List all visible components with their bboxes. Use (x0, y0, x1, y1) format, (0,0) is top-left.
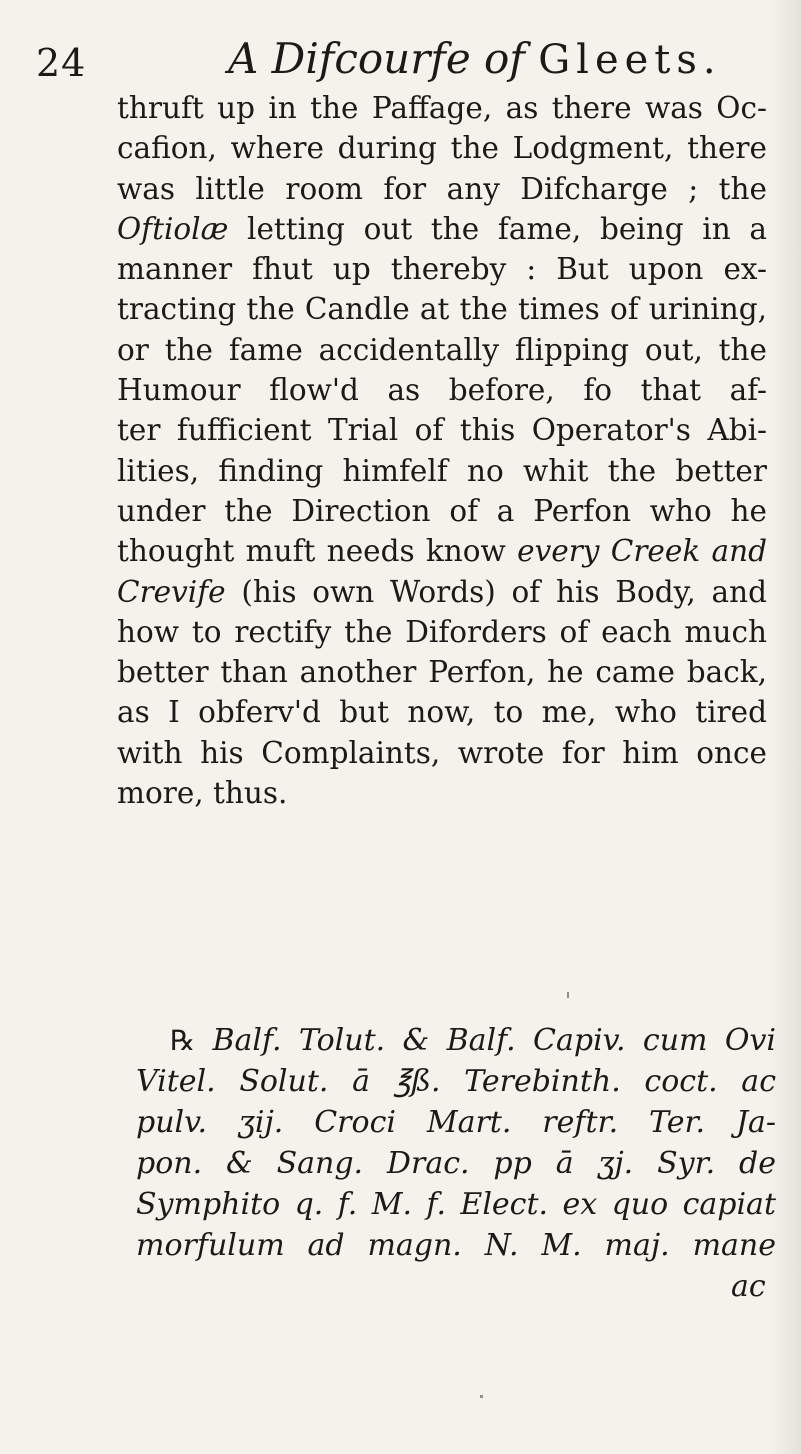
text-line: Oftiolæ letting out the fame, being in a (117, 211, 767, 246)
text-line: Crevife (his own Words) of his Body, and (117, 574, 767, 609)
text-line: as I obferv'd but now, to me, who tired (117, 695, 767, 730)
text-line: tracting the Candle at the times of urining, (117, 292, 767, 327)
prescription-line: ℞ Balf. Tolut. & Balf. Capiv. cum Ovi (170, 1023, 776, 1058)
ink-speck (567, 992, 569, 998)
prescription-line: pulv. ʒij. Croci Mart. reftr. Ter. Ja- (136, 1105, 776, 1140)
text-line: how to rectify the Diforders of each much (117, 614, 767, 649)
text-line: manner fhut up thereby : But upon ex- (117, 252, 767, 287)
text-line: better than another Perfon, he came back, (117, 655, 767, 690)
running-head-title: A Difcourfe of (228, 34, 525, 83)
prescription (136, 1020, 776, 1266)
running-head-subject: Gleets. (538, 37, 722, 83)
text-line: was little room for any Difcharge ; the (117, 171, 767, 206)
prescription-line: pon. & Sang. Drac. pp ā ʒj. Syr. de (136, 1146, 776, 1181)
prescription-line: Symphito q. f. M. f. Elect. ex quo capiat (136, 1187, 776, 1222)
text-line: under the Direction of a Perfon who he (117, 493, 767, 528)
text-line: Humour flow'd as before, fo that af- (117, 373, 767, 408)
running-head (228, 36, 722, 82)
body-text (117, 88, 767, 813)
ink-speck (480, 1395, 483, 1398)
text-line: or the fame accidentally flipping out, the (117, 332, 767, 367)
text-line: thruft up in the Paffage, as there was Oc- (117, 91, 767, 125)
text-line: more, thus. (117, 776, 288, 811)
prescription-line: Vitel. Solut. ā ℥ß. Terebinth. coct. ac (136, 1064, 776, 1099)
page-number: 24 (36, 41, 87, 85)
prescription-line: morfulum ad magn. N. M. maj. mane (136, 1228, 776, 1263)
text-line: cafion, where during the Lodgment, there (117, 131, 767, 166)
text-line: with his Complaints, wrote for him once (117, 735, 767, 770)
text-line: thought muft needs know every Creek and (117, 534, 767, 569)
text-line: ter fufficient Trial of this Operator's Abi- (117, 413, 767, 448)
catchword: ac (731, 1269, 766, 1304)
recipe-symbol: ℞ (170, 1024, 196, 1057)
text-line: lities, finding himfelf no whit the better (117, 453, 767, 488)
